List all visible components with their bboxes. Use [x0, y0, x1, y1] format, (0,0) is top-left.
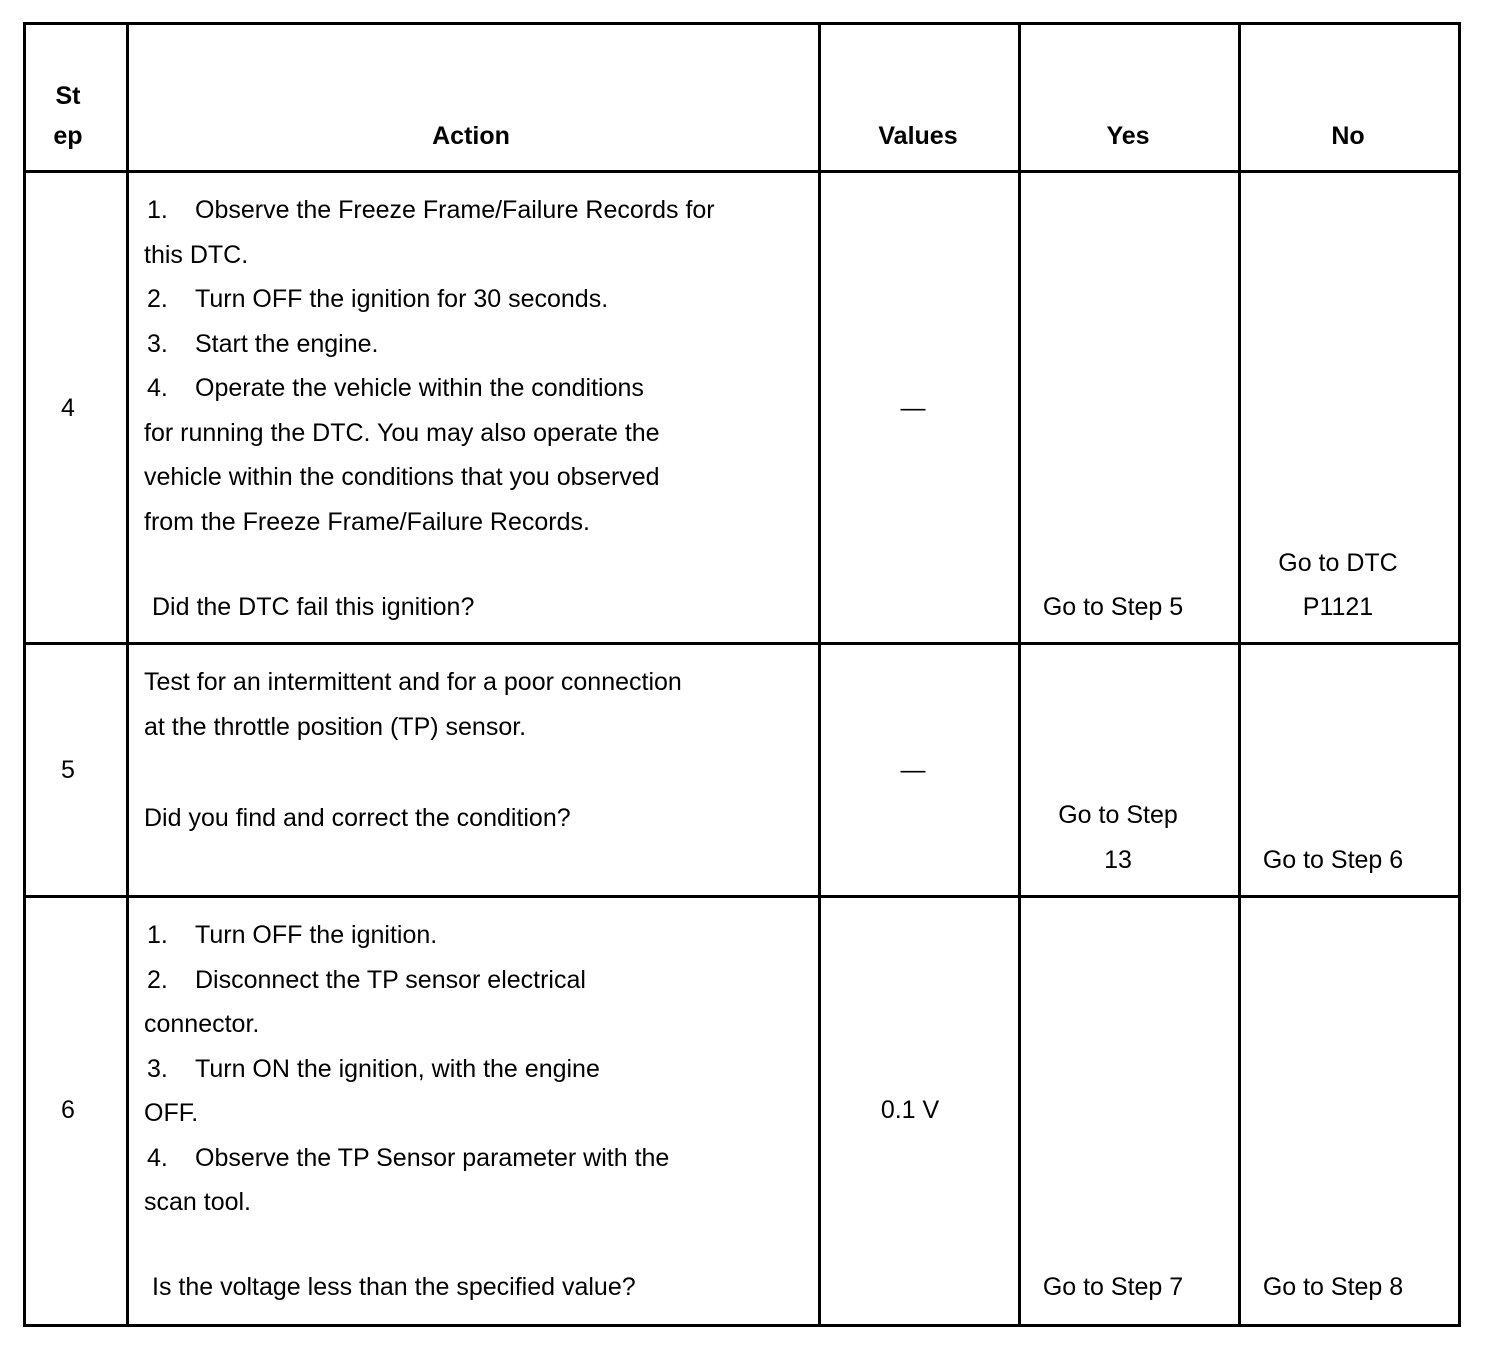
action-line-text: Turn OFF the ignition.	[195, 921, 438, 949]
action-line	[144, 455, 660, 500]
action-line-text: Observe the TP Sensor parameter with the	[195, 1143, 670, 1172]
action-line-text: OFF.	[144, 1099, 199, 1127]
action-line	[144, 188, 715, 233]
header-step-line2: ep	[53, 122, 83, 150]
action-question: Is the voltage less than the specified value?	[152, 1273, 636, 1301]
action-line-text: at the throttle position (TP) sensor.	[144, 712, 527, 741]
action-line	[144, 958, 586, 1003]
step-number: 6	[61, 1096, 75, 1124]
header-values: Values	[878, 122, 958, 150]
action-line	[144, 411, 660, 456]
action-line	[144, 1047, 600, 1092]
yes-cell: Go to Step 7	[1042, 1273, 1184, 1301]
action-line-number: 2.	[147, 285, 168, 313]
action-line-text: Turn ON the ignition, with the engine	[195, 1054, 600, 1083]
value-cell: —	[900, 394, 926, 422]
action-line-text: Observe the Freeze Frame/Failure Records for	[195, 196, 715, 224]
action-line-number: 4.	[147, 1143, 168, 1172]
action-line-text: Disconnect the TP sensor electrical	[195, 965, 586, 994]
action-line	[144, 705, 526, 750]
action-line-number: 1.	[147, 196, 168, 224]
no-cell: Go to Step 6	[1262, 846, 1404, 874]
action-line-number: 3.	[147, 1054, 168, 1083]
action-line-text: this DTC.	[144, 240, 249, 269]
header-step-line1: St	[55, 82, 81, 110]
action-line-number: 3.	[147, 329, 168, 358]
action-line-number: 1.	[147, 921, 168, 949]
header-yes: Yes	[1106, 122, 1150, 150]
action-line	[144, 1002, 259, 1047]
action-question: Did you find and correct the condition?	[144, 804, 571, 832]
action-line-text: scan tool.	[144, 1188, 252, 1216]
action-line-text: for running the DTC. You may also operate the	[144, 418, 660, 447]
action-line	[144, 322, 378, 367]
action-question: Did the DTC fail this ignition?	[152, 593, 475, 621]
action-line	[144, 913, 437, 958]
yes-cell-line2: 13	[1104, 846, 1132, 874]
action-line	[144, 1091, 198, 1136]
action-line-text: connector.	[144, 1010, 260, 1038]
header-no: No	[1331, 122, 1365, 150]
yes-cell: Go to Step 5	[1042, 593, 1184, 621]
row-divider	[26, 642, 1458, 645]
no-cell-line2: P1121	[1302, 593, 1374, 621]
value-cell: —	[900, 756, 926, 784]
action-line-number: 4.	[147, 374, 168, 402]
action-line-text: Operate the vehicle within the conditions	[195, 374, 644, 402]
yes-cell-line1: Go to Step	[1058, 801, 1178, 829]
value-cell: 0.1 V	[880, 1096, 940, 1124]
action-line	[144, 660, 682, 705]
action-line	[144, 366, 644, 411]
column-divider	[1238, 25, 1241, 1324]
step-number: 4	[61, 394, 75, 422]
action-line	[144, 233, 248, 278]
header-action: Action	[432, 122, 510, 150]
action-line-text: Turn OFF the ignition for 30 seconds.	[195, 285, 609, 313]
action-line	[144, 1136, 669, 1181]
no-cell: Go to Step 8	[1262, 1273, 1404, 1301]
column-divider	[1018, 25, 1021, 1324]
row-divider	[26, 170, 1458, 173]
row-divider	[26, 895, 1458, 898]
column-divider	[126, 25, 129, 1324]
action-line	[144, 277, 608, 322]
action-line-text: from the Freeze Frame/Failure Records.	[144, 507, 590, 536]
action-line	[144, 1180, 251, 1225]
action-line	[144, 500, 590, 545]
no-cell-line1: Go to DTC	[1278, 549, 1398, 577]
action-line-text: vehicle within the conditions that you observed	[144, 463, 660, 491]
action-line-text: Test for an intermittent and for a poor connection	[144, 668, 682, 696]
step-number: 5	[61, 756, 75, 784]
action-line-number: 2.	[147, 965, 168, 994]
action-line-text: Start the engine.	[195, 329, 379, 358]
